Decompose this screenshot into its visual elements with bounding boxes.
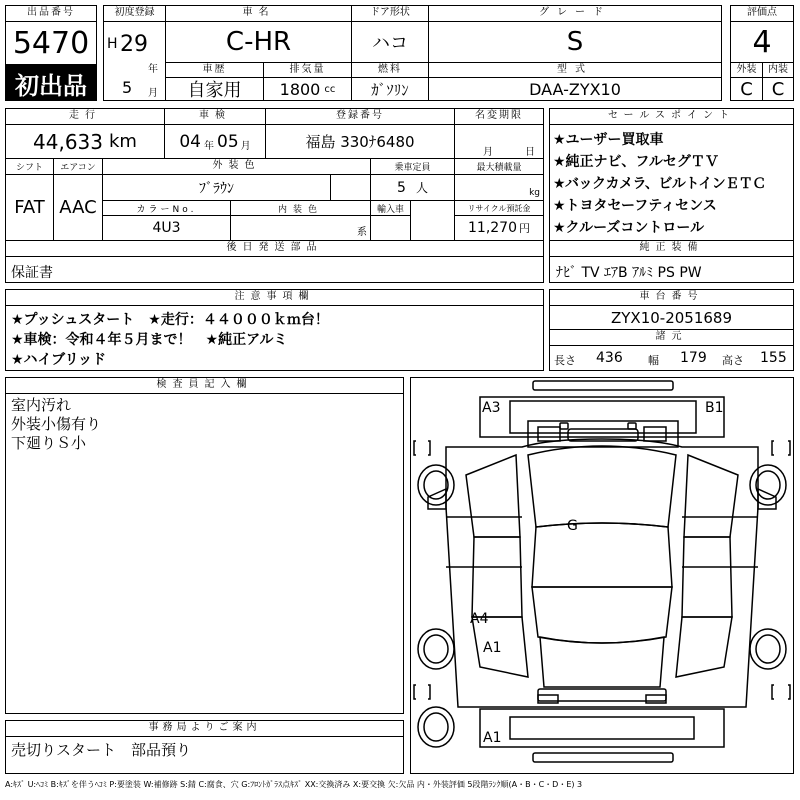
displacement: 1800 <box>279 79 321 99</box>
lot-label: 出品番号 <box>5 5 97 22</box>
disp-label: 排気量 <box>263 62 352 78</box>
shift-label: シフト <box>5 158 54 175</box>
nc-month: 月 <box>483 147 493 158</box>
length-label: 長さ <box>554 354 576 367</box>
mileage-box <box>5 124 165 159</box>
inspector-line: 室内汚れ <box>11 396 72 414</box>
door-value: ハコ <box>351 21 429 63</box>
nc-day: 日 <box>525 147 535 158</box>
name-change-label: 名変期限 <box>454 108 544 125</box>
first-listing-badge: 初出品 <box>5 65 97 101</box>
shift-value: FAT <box>5 174 54 241</box>
import-box-2 <box>410 200 455 241</box>
inspection-box <box>164 124 266 159</box>
damage-mark: A4 <box>470 611 489 627</box>
width-label: 幅 <box>648 354 659 367</box>
equipment-value: ﾅﾋﾞ TV ｴｱB ｱﾙﾐ PS PW <box>549 256 794 283</box>
era: H <box>107 36 118 52</box>
ac-value: AAC <box>53 174 103 241</box>
chassis-number: ZYX10-2051689 <box>549 305 794 330</box>
exterior-color-extra <box>330 174 371 201</box>
grade-value: S <box>428 21 722 63</box>
door-label: ドア形状 <box>351 5 429 22</box>
notes-label: 注意事項欄 <box>5 289 544 306</box>
damage-mark: A3 <box>482 400 501 416</box>
name-change-box <box>454 124 544 159</box>
later-parts-label: 後日発送部品 <box>5 240 544 257</box>
note-line: ★ハイブリッド <box>11 352 107 368</box>
color-no-label: カラーNo. <box>102 200 231 216</box>
mileage-unit: km <box>109 131 137 152</box>
legend: A:ｷｽﾞ U:ﾍｺﾐ B:ｷｽﾞを伴うﾍｺﾐ P:要塗装 W:補修跡 S:錆 C:腐食、穴 G:ﾌﾛﾝﾄｶﾞﾗｽ点ｷｽﾞ XX:交換済み X:要交換 欠:欠品 内・外装評価 5段階ﾗﾝｸ順(A・B・C・D・E) 3 <box>5 780 583 789</box>
recycle: 11,270 <box>468 220 517 236</box>
max-load-label: 最大積載量 <box>454 158 544 175</box>
sales-point-item: ★バックカメラ、ビルトインＥＴＣ <box>553 176 766 192</box>
recycle-unit: 円 <box>519 222 530 235</box>
sales-point-item: ★ユーザー買取車 <box>553 132 664 148</box>
reg-number-label: 登録番号 <box>265 108 455 125</box>
history-label: 車歴 <box>165 62 264 78</box>
disp-value-box <box>263 77 352 101</box>
car-name-label: 車名 <box>165 5 352 22</box>
insp-year-unit: 年 <box>204 141 214 152</box>
ext-score: C <box>730 77 763 101</box>
insp-month-unit: 月 <box>240 141 251 152</box>
height-value: 155 <box>760 350 787 366</box>
import-box <box>370 215 411 241</box>
damage-mark: B1 <box>705 400 724 416</box>
score-value: 4 <box>730 21 794 63</box>
sales-points-box <box>549 124 794 241</box>
ext-label: 外装 <box>730 62 763 78</box>
int-label: 内装 <box>762 62 794 78</box>
width-value: 179 <box>680 350 707 366</box>
lot-number: 5470 <box>5 21 97 65</box>
reg-number: 福島 330ﾅ6480 <box>265 124 455 159</box>
inspector-line: 外装小傷有り <box>11 415 102 433</box>
notes-box <box>5 305 544 371</box>
history-value: 自家用 <box>165 77 264 101</box>
recycle-box <box>454 215 544 241</box>
inspection-label: 車検 <box>164 108 266 125</box>
exterior-color: ﾌﾞﾗｳﾝ <box>102 174 331 201</box>
fuel-label: 燃料 <box>351 62 429 78</box>
height-label: 高さ <box>722 354 744 367</box>
damage-mark: A1 <box>483 640 502 656</box>
max-load-box <box>454 174 544 201</box>
model-label: 型式 <box>428 62 722 78</box>
equipment-label: 純正装備 <box>549 240 794 257</box>
fuel-value: ｶﾞｿﾘﾝ <box>351 77 429 101</box>
inspector-line: 下廻りＳ小 <box>11 434 87 452</box>
year-unit: 年 <box>148 64 158 75</box>
month-unit: 月 <box>148 88 158 99</box>
office-box: 売切りスタート 部品預り <box>5 736 404 774</box>
disp-unit: cc <box>324 83 336 95</box>
capacity-unit: 人 <box>415 181 428 195</box>
capacity-box <box>370 174 455 201</box>
inspector-label: 検査員記入欄 <box>5 377 404 394</box>
mileage: 44,633 <box>33 129 103 154</box>
capacity: 5 <box>397 179 406 196</box>
chassis-label: 車台番号 <box>549 289 794 306</box>
interior-color-label: 内装色 <box>230 200 371 216</box>
model-value: DAA-ZYX10 <box>428 77 722 101</box>
import-label: 輸入車 <box>370 200 411 216</box>
inspector-box <box>5 393 404 714</box>
interior-color-box <box>230 215 371 241</box>
interior-unit: 系 <box>357 227 367 238</box>
int-score: C <box>762 77 794 101</box>
length-value: 436 <box>596 350 623 366</box>
damage-mark: A1 <box>483 730 502 746</box>
reg-month: 5 <box>122 78 133 97</box>
color-no: 4U3 <box>102 215 231 241</box>
recycle-label: リサイクル預託金 <box>454 200 544 216</box>
later-parts-value: 保証書 <box>5 256 544 283</box>
car-name: C-HR <box>165 21 352 63</box>
damage-mark: G <box>567 518 578 534</box>
mileage-label: 走行 <box>5 108 165 125</box>
sales-point-item: ★トヨタセーフティセンス <box>553 198 717 214</box>
insp-year: 04 <box>179 131 201 152</box>
grade-label: グレード <box>428 5 722 22</box>
insp-month: 05 <box>217 131 239 152</box>
ac-label: エアコン <box>53 158 103 175</box>
dims-label: 諸元 <box>549 329 794 346</box>
first-reg-box <box>103 21 166 101</box>
max-load-unit: kg <box>529 188 540 198</box>
sales-points-label: セールスポイント <box>549 108 794 125</box>
reg-year: 29 <box>120 32 148 57</box>
capacity-label: 乗車定員 <box>370 158 455 175</box>
sales-point-item: ★クルーズコントロール <box>553 220 705 236</box>
note-line: ★車検：令和４年５月まで！ ★純正アルミ <box>11 332 288 348</box>
note-line: ★プッシュスタート ★走行：４４０００ｋｍ台！ <box>11 312 329 328</box>
score-label: 評価点 <box>730 5 794 22</box>
first-reg-label: 初度登録 <box>103 5 166 22</box>
dims-box <box>549 345 794 371</box>
office-label: 事務局よりご案内 <box>5 720 404 737</box>
car-diagram <box>410 377 794 774</box>
sales-point-item: ★純正ナビ、フルセグＴＶ <box>553 154 719 170</box>
exterior-color-label: 外装色 <box>102 158 371 175</box>
